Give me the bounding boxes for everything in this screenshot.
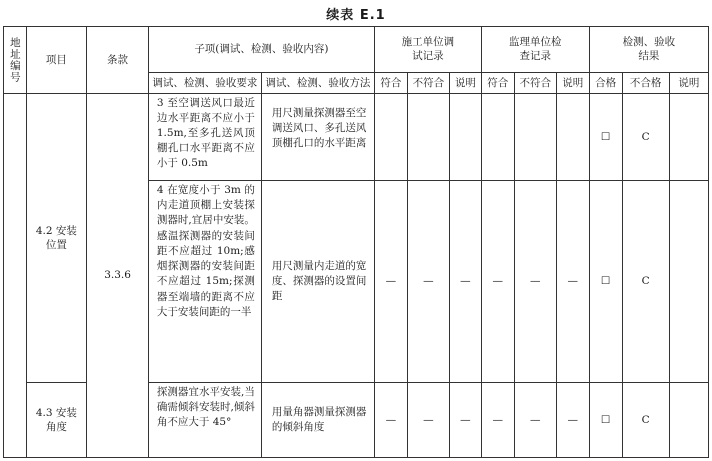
header-note: 说明 (449, 72, 481, 93)
requirement-cell: 4 在宽度小于 3m 的内走道顶棚上安装探测器时,宜居中安装。感温探测器的安装间距不应超过 10m;感烟探测器的安装间距不应超过 15m;探测器至端墙的距离不应大于安装间距的一半 (148, 181, 261, 383)
project-cell: 4.2 安装位置 (26, 93, 87, 382)
header-sub-item: 子项(调试、检测、验收内容) (148, 27, 374, 73)
dash-cell: — (556, 383, 589, 458)
cell (449, 93, 481, 180)
dash-cell: — (374, 383, 407, 458)
dash-cell: — (449, 181, 481, 383)
header-nonconform-2: 不符合 (514, 72, 556, 93)
dash-cell: — (407, 181, 449, 383)
header-construction-record: 施工单位调试记录 (374, 27, 481, 73)
qualified-checkbox[interactable] (589, 383, 622, 458)
table-row (4, 93, 709, 180)
header-unqualified: 不合格 (622, 72, 669, 93)
method-cell: 用尺测量探测器至空调送风口、多孔送风顶棚孔口的水平距离 (261, 93, 374, 180)
unqualified-mark: C (622, 383, 669, 458)
requirement-cell: 探测器宜水平安装,当确需倾斜安装时,倾斜角不应大于 45° (148, 383, 261, 458)
project-cell: 4.3 安装角度 (26, 383, 87, 458)
cell (481, 93, 514, 180)
method-cell: 用量角器测量探测器的倾斜角度 (261, 383, 374, 458)
header-supervision-record: 监理单位检查记录 (481, 27, 589, 73)
dash-cell: — (449, 383, 481, 458)
dash-cell: — (481, 181, 514, 383)
checkbox-icon: ☐ (600, 130, 611, 143)
result-note-cell (669, 181, 708, 383)
checkbox-icon: ☐ (600, 275, 611, 288)
unqualified-mark: C (622, 181, 669, 383)
cell (374, 93, 407, 180)
cell (407, 93, 449, 180)
requirement-cell: 3 至空调送风口最近边水平距离不应小于 1.5m,至多孔送风顶棚孔口水平距离不应小于 0.5m (148, 93, 261, 180)
cell (514, 93, 556, 180)
header-requirement: 调试、检测、验收要求 (148, 72, 261, 93)
header-nonconform: 不符合 (407, 72, 449, 93)
header-address-code: 地址编号 (4, 27, 27, 94)
qualified-checkbox[interactable] (589, 181, 622, 383)
inspection-table (3, 26, 709, 458)
dash-cell: — (481, 383, 514, 458)
cell (556, 93, 589, 180)
table-title: 续表 E.1 (326, 8, 386, 23)
result-note-cell (669, 383, 708, 458)
dash-cell: — (407, 383, 449, 458)
header-method: 调试、检测、验收方法 (261, 72, 374, 93)
result-note-cell (669, 93, 708, 180)
header-qualified: 合格 (589, 72, 622, 93)
header-result-note: 说明 (669, 72, 708, 93)
header-clause: 条款 (87, 27, 149, 94)
clause-cell: 3.3.6 (87, 93, 149, 457)
checkbox-icon: ☐ (600, 413, 611, 426)
header-conform: 符合 (374, 72, 407, 93)
dash-cell: — (514, 181, 556, 383)
dash-cell: — (556, 181, 589, 383)
header-project: 项目 (26, 27, 87, 94)
qualified-checkbox[interactable] (589, 93, 622, 180)
address-code-cell (4, 93, 27, 457)
dash-cell: — (374, 181, 407, 383)
header-note-2: 说明 (556, 72, 589, 93)
header-inspection-result: 检测、验收结果 (589, 27, 708, 73)
method-cell: 用尺测量内走道的宽度、探测器的设置间距 (261, 181, 374, 383)
dash-cell: — (514, 383, 556, 458)
header-conform-2: 符合 (481, 72, 514, 93)
unqualified-mark: C (622, 93, 669, 180)
